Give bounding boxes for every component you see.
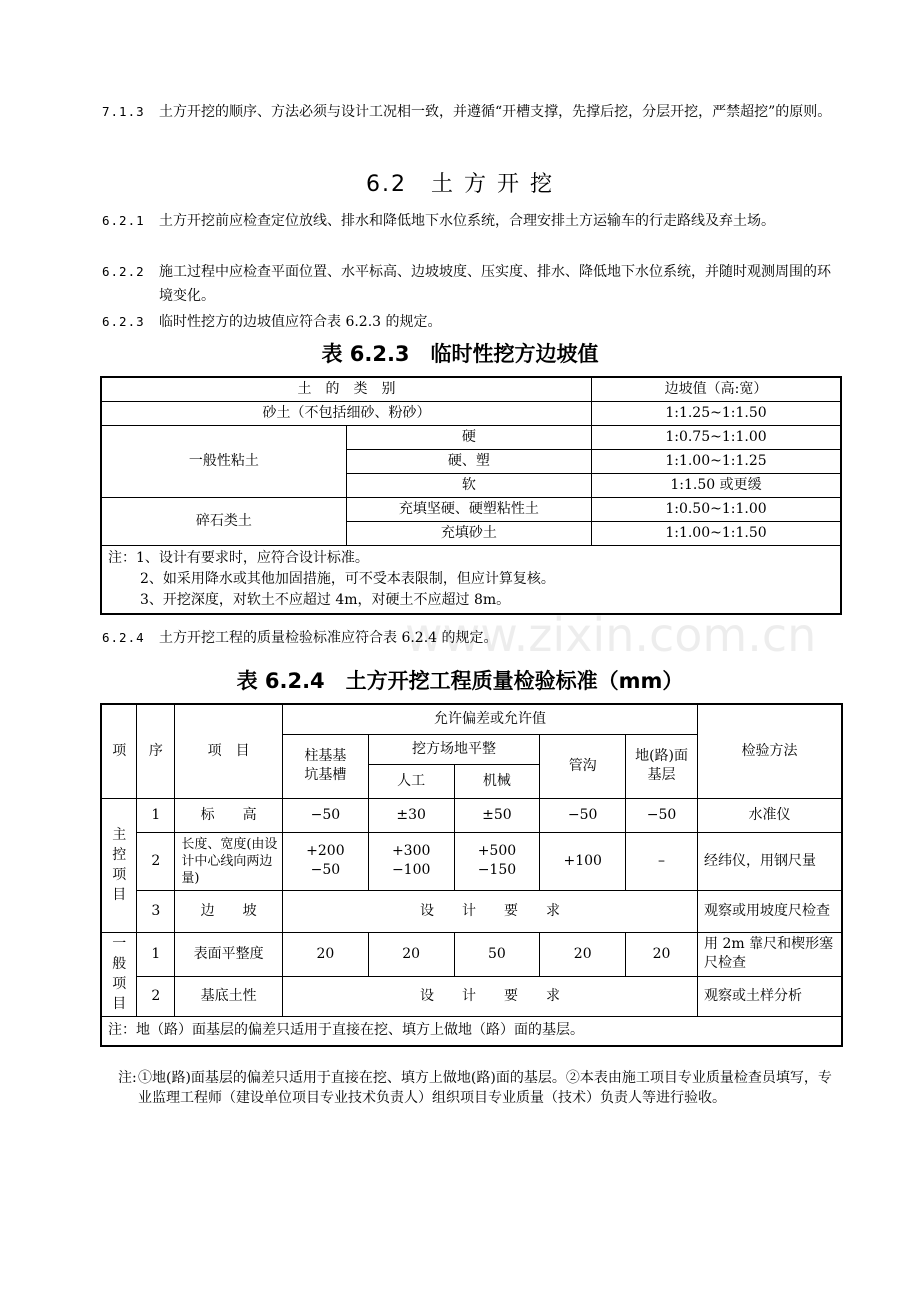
cell-method: 观察或用坡度尺检查 (698, 890, 842, 932)
soil-label: 碎石类土 (101, 498, 346, 546)
header-item: 项 目 (175, 704, 283, 798)
cell-manual: ±30 (368, 798, 454, 832)
clause-text: 临时性挖方的边坡值应符合表 6.2.3 的规定。 (159, 314, 442, 330)
table-header-row (101, 377, 841, 402)
header-trench: 管沟 (540, 734, 626, 798)
header-allowance: 允许偏差或允许值 (282, 704, 697, 734)
header-slope-value: 边坡值（高:宽） (591, 377, 841, 402)
clause-number: 6.2.3 (102, 314, 145, 329)
header-road-label: 地(路)面基层 (635, 748, 689, 783)
category-main (101, 798, 137, 932)
soil-subtype: 硬 (346, 426, 591, 450)
header-seq: 序 (137, 704, 175, 798)
cell-method: 观察或土样分析 (698, 976, 842, 1016)
slope-value: 1:1.50 或更缓 (591, 474, 841, 498)
table-note: 注：地（路）面基层的偏差只适用于直接在挖、填方上做地（路）面的基层。 (101, 1016, 842, 1046)
cell-seq: 1 (137, 932, 175, 976)
table-notes (101, 546, 841, 615)
cell-design-requirement: 设 计 要 求 (282, 976, 697, 1016)
table-row (101, 932, 842, 976)
clause-text: 土方开挖的顺序、方法必须与设计工况相一致，并遵循“开槽支撑，先撑后挖，分层开挖，严禁超挖”的原则。 (159, 104, 832, 120)
cell-design-requirement: 设 计 要 求 (282, 890, 697, 932)
soil-label: 砂土（不包括细砂、粉砂） (101, 402, 591, 426)
cell-road: 20 (626, 932, 698, 976)
cell-item: 表面平整度 (175, 932, 283, 976)
header-machine: 机械 (454, 764, 540, 798)
clause-number: 6.2.1 (102, 213, 145, 228)
slope-table (100, 376, 842, 615)
header-pit-label: 柱基基坑基槽 (304, 748, 347, 783)
table-note-row (101, 546, 841, 615)
table-row (101, 498, 841, 522)
note-line: 注：1、设计有要求时，应符合设计标准。 (108, 550, 369, 566)
slope-value: 1:1.00~1:1.50 (591, 522, 841, 546)
cell-machine: ±50 (454, 798, 540, 832)
soil-subtype: 硬、塑 (346, 450, 591, 474)
cell-pit: 20 (282, 932, 368, 976)
table-row (101, 890, 842, 932)
cell-seq: 2 (137, 976, 175, 1016)
cell-method: 用 2m 靠尺和楔形塞尺检查 (698, 932, 842, 976)
table-note-row (101, 1016, 842, 1046)
header-site-leveling: 挖方场地平整 (368, 734, 540, 764)
soil-subtype: 充填砂土 (346, 522, 591, 546)
cell-manual: +300 −100 (368, 832, 454, 890)
cell-item: 基底土性 (175, 976, 283, 1016)
cell-pit: −50 (282, 798, 368, 832)
slope-value: 1:0.75~1:1.00 (591, 426, 841, 450)
cell-trench: −50 (540, 798, 626, 832)
header-soil-type: 土 的 类 别 (101, 377, 591, 402)
cell-seq: 2 (137, 832, 175, 890)
table-row (101, 832, 842, 890)
cell-method: 经纬仪，用钢尺量 (698, 832, 842, 890)
cell-trench: +100 (540, 832, 626, 890)
cell-road: −50 (626, 798, 698, 832)
cell-item: 边 坡 (175, 890, 283, 932)
soil-label: 一般性粘土 (101, 426, 346, 498)
cell-seq: 3 (137, 890, 175, 932)
table-6-2-3-title: 表 6.2.3 临时性挖方边坡值 (321, 342, 599, 366)
clause-number: 7.1.3 (102, 104, 145, 119)
footnote-label: 注: (118, 1070, 137, 1086)
slope-value: 1:1.25~1:1.50 (591, 402, 841, 426)
clause-number: 6.2.2 (102, 264, 145, 279)
category-general (101, 932, 137, 1016)
cell-road: – (626, 832, 698, 890)
header-pit (282, 734, 368, 798)
clause-number: 6.2.4 (102, 630, 145, 645)
note-line: 3、开挖深度，对软土不应超过 4m，对硬土不应超过 8m。 (140, 592, 511, 608)
cell-method: 水准仪 (698, 798, 842, 832)
header-manual: 人工 (368, 764, 454, 798)
cell-machine: +500 −150 (454, 832, 540, 890)
category-general-label: 一般项目 (112, 936, 127, 1012)
table-row (101, 426, 841, 450)
clause-text: 土方开挖前应检查定位放线、排水和降低地下水位系统，合理安排土方运输车的行走路线及弃土场。 (159, 213, 775, 229)
header-category: 项 (101, 704, 137, 798)
table-row (101, 798, 842, 832)
watermark: www.zixin.com.cn (405, 608, 817, 662)
category-main-label: 主控项目 (112, 827, 127, 903)
soil-subtype: 充填坚硬、硬塑粘性土 (346, 498, 591, 522)
header-method: 检验方法 (698, 704, 842, 798)
table-row (101, 402, 841, 426)
header-road-base (626, 734, 698, 798)
clause-text: 土方开挖工程的质量检验标准应符合表 6.2.4 的规定。 (159, 630, 498, 646)
cell-manual: 20 (368, 932, 454, 976)
footnote-text: ①地(路)面基层的偏差只适用于直接在挖、填方上做地(路)面的基层。②本表由施工项目专业质量检查员填写，专业监理工程师（建设单位项目专业技术负责人）组织项目专业质量（技术）负责人等进行验收。 (138, 1070, 832, 1106)
soil-subtype: 软 (346, 474, 591, 498)
table-header-row (101, 704, 842, 734)
cell-item: 长度、宽度(由设计中心线向两边量) (175, 832, 283, 890)
cell-pit: +200 −50 (282, 832, 368, 890)
quality-standard-table (100, 703, 843, 1047)
cell-machine: 50 (454, 932, 540, 976)
cell-item: 标 高 (175, 798, 283, 832)
table-row (101, 976, 842, 1016)
slope-value: 1:0.50~1:1.00 (591, 498, 841, 522)
slope-value: 1:1.00~1:1.25 (591, 450, 841, 474)
cell-seq: 1 (137, 798, 175, 832)
section-title: 6.2 土 方 开 挖 (366, 172, 554, 197)
cell-trench: 20 (540, 932, 626, 976)
table-6-2-4-title: 表 6.2.4 土方开挖工程质量检验标准（mm） (236, 669, 684, 693)
clause-text: 施工过程中应检查平面位置、水平标高、边坡坡度、压实度、排水、降低地下水位系统，并随时观测周围的环境变化。 (159, 264, 831, 304)
note-line: 2、如采用降水或其他加固措施，可不受本表限制，但应计算复核。 (140, 571, 555, 587)
